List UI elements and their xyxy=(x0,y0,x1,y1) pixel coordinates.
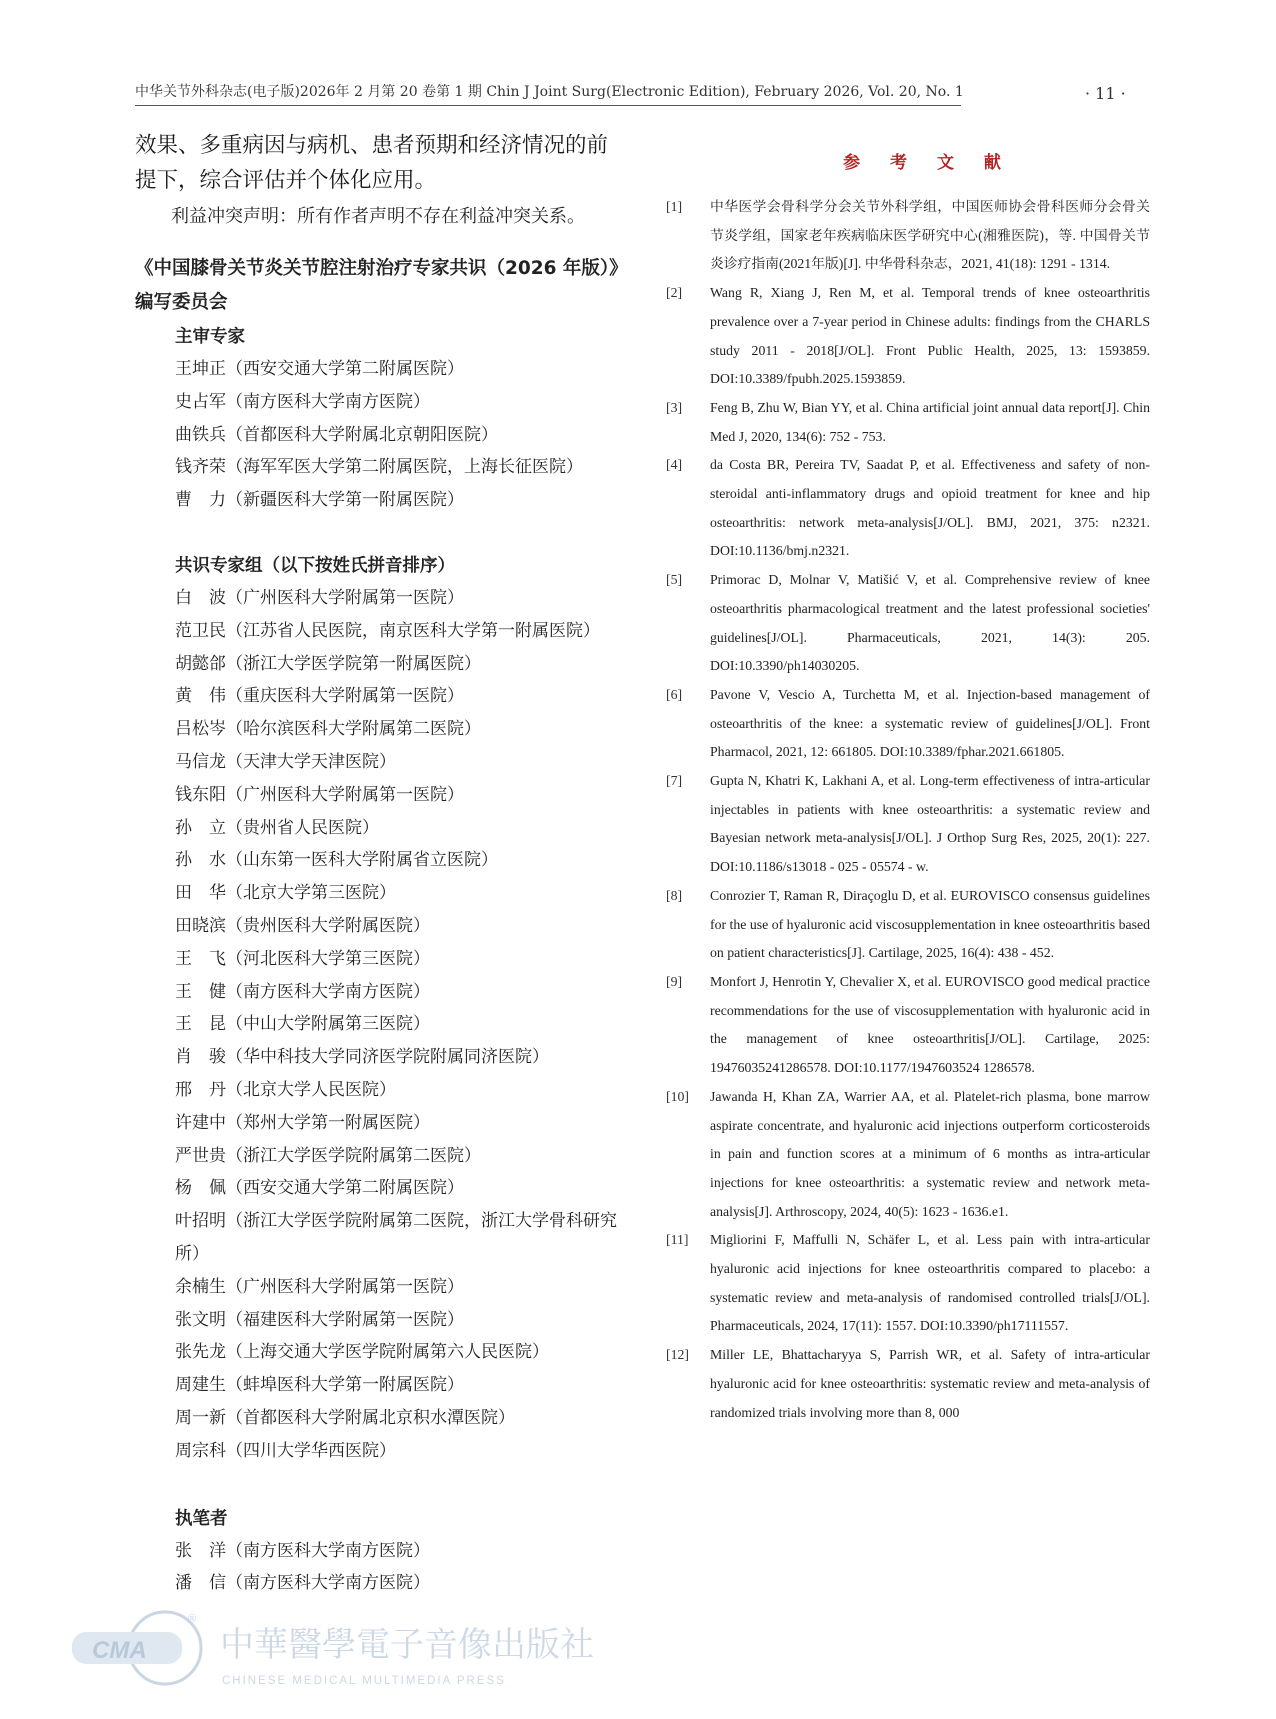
member-entry: 胡懿郃（浙江大学医学院第一附属医院） xyxy=(175,653,481,674)
reference-item xyxy=(666,451,1150,566)
reference-text: 中华医学会骨科学分会关节外科学组，中国医师协会骨科医师分会骨关节炎学组，国家老年疾病临床医学研究中心(湘雅医院)，等. 中国骨关节炎诊疗指南(2021年版)[J]. 中华骨科杂志，2021, 41(18): 1291 - 1314. xyxy=(710,199,1150,272)
member-entry: 马信龙（天津大学天津医院） xyxy=(175,751,396,772)
member-entry: 周建生（蚌埠医科大学第一附属医院） xyxy=(175,1375,464,1396)
reference-text: Conrozier T, Raman R, Diraçoglu D, et al. EUROVISCO consensus guidelines for the use of hyaluronic acid viscosupplementation in knee osteoarthritis based on patient characteristics[J]. Cartilage, 2025, 16(4): 438 - 452. xyxy=(710,887,1150,961)
member-entry: 王 健（南方医科大学南方医院） xyxy=(175,981,430,1002)
reference-item xyxy=(666,1083,1150,1227)
reference-text: da Costa BR, Pereira TV, Saadat P, et al. Effectiveness and safety of non-steroidal anti-inflammatory drugs and opioid treatment for knee and hip osteoarthritis: network meta-analysis[J/OL]. BMJ, 2021, 375: n2321. DOI:10.1136/bmj.n2321. xyxy=(710,457,1150,559)
reference-text: Pavone V, Vescio A, Turchetta M, et al. Injection-based management of osteoarthritis of the knee: a systematic review of guidelines[J/OL]. Front Pharmacol, 2021, 12: 661805. DOI:10.3389/fphar.2021.661805. xyxy=(710,686,1150,760)
reference-list xyxy=(666,193,1150,1427)
member-entry: 田 华（北京大学第三医院） xyxy=(175,883,396,904)
member-entry: 潘 信（南方医科大学南方医院） xyxy=(175,1573,430,1594)
member-entry: 杨 佩（西安交通大学第二附属医院） xyxy=(175,1178,464,1199)
reference-text: Gupta N, Khatri K, Lakhani A, et al. Long-term effectiveness of intra-articular injectables in patients with knee osteoarthritis: a systematic review and Bayesian network meta-analysis[J/OL]. J Orthop Surg Res, 2025, 20(1): 227. DOI:10.1186/s13018 - 025 - 05574 - w. xyxy=(710,773,1150,875)
reference-text: Migliorini F, Maffulli N, Schäfer L, et al. Less pain with intra-articular hyaluronic acid injections for knee osteoarthritis compared to placebo: a systematic review and meta-analysis of randomised controlled trials[J/OL]. Pharmaceuticals, 2024, 17(11): 1557. DOI:10.3390/ph17111557. xyxy=(710,1232,1150,1334)
consensus-group-list xyxy=(135,582,625,1205)
reference-number: [4] xyxy=(666,457,683,473)
chief-reviewers-list xyxy=(135,353,625,517)
reference-item xyxy=(666,681,1150,767)
reference-item xyxy=(666,193,1150,279)
reference-number: [7] xyxy=(666,773,683,789)
logo-english-name: CHINESE MEDICAL MULTIMEDIA PRESS xyxy=(222,1675,506,1687)
consensus-group-heading: 共识专家组（以下按姓氏拼音排序） xyxy=(175,555,455,576)
reference-number: [11] xyxy=(666,1232,689,1248)
member-entry: 黄 伟（重庆医科大学附属第一医院） xyxy=(175,686,464,707)
member-entry: 钱齐荣（海军军医大学第二附属医院，上海长征医院） xyxy=(175,457,583,478)
member-entry: 王 昆（中山大学附属第三医院） xyxy=(175,1014,430,1035)
member-entry: 张先龙（上海交通大学医学院附属第六人民医院） xyxy=(175,1342,549,1363)
reference-item xyxy=(666,1226,1150,1341)
reference-number: [12] xyxy=(666,1347,689,1363)
running-header: 中华关节外科杂志(电子版)2026年 2 月第 20 卷第 1 期 Chin J Joint Surg(Electronic Edition), February 2026, Vol. 20, No. 1 xyxy=(135,81,961,106)
member-entry: 张 洋（南方医科大学南方医院） xyxy=(175,1540,430,1561)
member-entry: 余楠生（广州医科大学附属第一医院） xyxy=(175,1276,464,1297)
reference-text: Jawanda H, Khan ZA, Warrier AA, et al. Platelet-rich plasma, bone marrow aspirate concentrate, and hyaluronic acid injections outperform corticosteroids in pain and function scores at a minimum of 6 months as intra-articular injections for knee osteoarthritis: a systematic review and network meta-analysis[J]. Arthroscopy, 2024, 40(5): 1623 - 1636.e1. xyxy=(710,1088,1150,1219)
member-entry: 范卫民（江苏省人民医院，南京医科大学第一附属医院） xyxy=(175,620,600,641)
chief-reviewers-heading: 主审专家 xyxy=(175,327,245,347)
member-entry: 史占军（南方医科大学南方医院） xyxy=(175,391,430,412)
member-entry: 许建中（郑州大学第一附属医院） xyxy=(175,1112,430,1133)
reference-item xyxy=(666,968,1150,1083)
member-entry: 曹 力（新疆医科大学第一附属医院） xyxy=(175,490,464,511)
reference-text: Feng B, Zhu W, Bian YY, et al. China artificial joint annual data report[J]. Chin Med J, 2020, 134(6): 752 - 753. xyxy=(710,399,1150,444)
member-entry: 肖 骏（华中科技大学同济医学院附属同济医院） xyxy=(175,1047,549,1068)
member-entry: 孙 立（贵州省人民医院） xyxy=(175,817,379,838)
reference-item xyxy=(666,1341,1150,1427)
intro-paragraph: 效果、多重病因与病机、患者预期和经济情况的前提下，综合评估并个体化应用。 xyxy=(135,133,609,193)
reference-number: [3] xyxy=(666,399,683,415)
reference-item xyxy=(666,882,1150,968)
reference-number: [6] xyxy=(666,686,683,702)
references-column xyxy=(666,148,1150,1427)
reference-number: [8] xyxy=(666,887,683,903)
reference-number: [10] xyxy=(666,1088,689,1104)
member-entry: 邢 丹（北京大学人民医院） xyxy=(175,1079,396,1100)
reference-text: Monfort J, Henrotin Y, Chevalier X, et al. EUROVISCO good medical practice recommendations for the use of viscosupplementation with hyaluronic acid in the management of knee osteoarthritis[J/OL]. Cartilage, 2025: 19476035241286578. DOI:10.1177/1947603524 1286578. xyxy=(710,973,1150,1076)
member-entry: 曲铁兵（首都医科大学附属北京朝阳医院） xyxy=(175,424,498,445)
conflict-statement: 利益冲突声明：所有作者声明不存在利益冲突关系。 xyxy=(171,206,585,227)
reference-item xyxy=(666,767,1150,882)
consensus-group-list-cont xyxy=(135,1271,625,1468)
reference-item xyxy=(666,566,1150,681)
member-entry: 周一新（首都医科大学附属北京积水潭医院） xyxy=(175,1407,515,1428)
reference-number: [9] xyxy=(666,973,683,989)
references-title: 参 考 文 献 xyxy=(843,153,1013,173)
publisher-logo xyxy=(70,1608,594,1693)
page-number: · 11 · xyxy=(1085,84,1126,103)
reference-number: [2] xyxy=(666,285,683,301)
writers-heading: 执笔者 xyxy=(175,1508,228,1529)
member-entry: 叶招明（浙江大学医学院附属第二医院，浙江大学骨科研究所） xyxy=(175,1211,617,1264)
logo-chinese-name: 中華醫學電子音像出版社 xyxy=(220,1625,594,1665)
reference-text: Wang R, Xiang J, Ren M, et al. Temporal trends of knee osteoarthritis prevalence over a 7-year period in Chinese adults: findings from the CHARLS study 2011 - 2018[J/OL]. Front Public Health, 2025, 13: 1593859. DOI:10.3389/fpubh.2025.1593859. xyxy=(710,285,1150,387)
member-entry: 王坤正（西安交通大学第二附属医院） xyxy=(175,359,464,379)
member-entry: 吕松岑（哈尔滨医科大学附属第二医院） xyxy=(175,719,481,740)
member-entry: 孙 水（山东第一医科大学附属省立医院） xyxy=(175,850,498,871)
member-entry: 白 波（广州医科大学附属第一医院） xyxy=(175,587,464,608)
logo-registered: ® xyxy=(188,1613,197,1625)
reference-item xyxy=(666,279,1150,394)
logo-mark: CMA xyxy=(92,1637,147,1664)
reference-item xyxy=(666,394,1150,451)
reference-text: Miller LE, Bhattacharyya S, Parrish WR, et al. Safety of intra-articular hyaluronic acid for knee osteoarthritis: systematic review and meta-analysis of randomized trials involving more than 8, 000 xyxy=(710,1347,1150,1420)
member-entry: 田晓滨（贵州医科大学附属医院） xyxy=(175,915,430,936)
committee-title: 《中国膝骨关节炎关节腔注射治疗专家共识（2026 年版）》编写委员会 xyxy=(135,258,619,313)
writers-list xyxy=(135,1535,625,1601)
member-entry: 周宗科（四川大学华西医院） xyxy=(175,1440,396,1461)
member-entry: 王 飞（河北医科大学第三医院） xyxy=(175,948,430,969)
member-entry: 严世贵（浙江大学医学院附属第二医院） xyxy=(175,1145,481,1166)
member-entry: 张文明（福建医科大学附属第一医院） xyxy=(175,1309,464,1330)
reference-number: [1] xyxy=(666,199,683,214)
member-entry: 钱东阳（广州医科大学附属第一医院） xyxy=(175,784,464,805)
reference-number: [5] xyxy=(666,572,683,588)
left-column xyxy=(135,128,625,1600)
reference-text: Primorac D, Molnar V, Matišić V, et al. Comprehensive review of knee osteoarthritis pharmacological treatment and the latest professional societies' guidelines[J/OL]. Pharmaceuticals, 2021, 14(3): 205. DOI:10.3390/ph14030205. xyxy=(710,572,1150,674)
